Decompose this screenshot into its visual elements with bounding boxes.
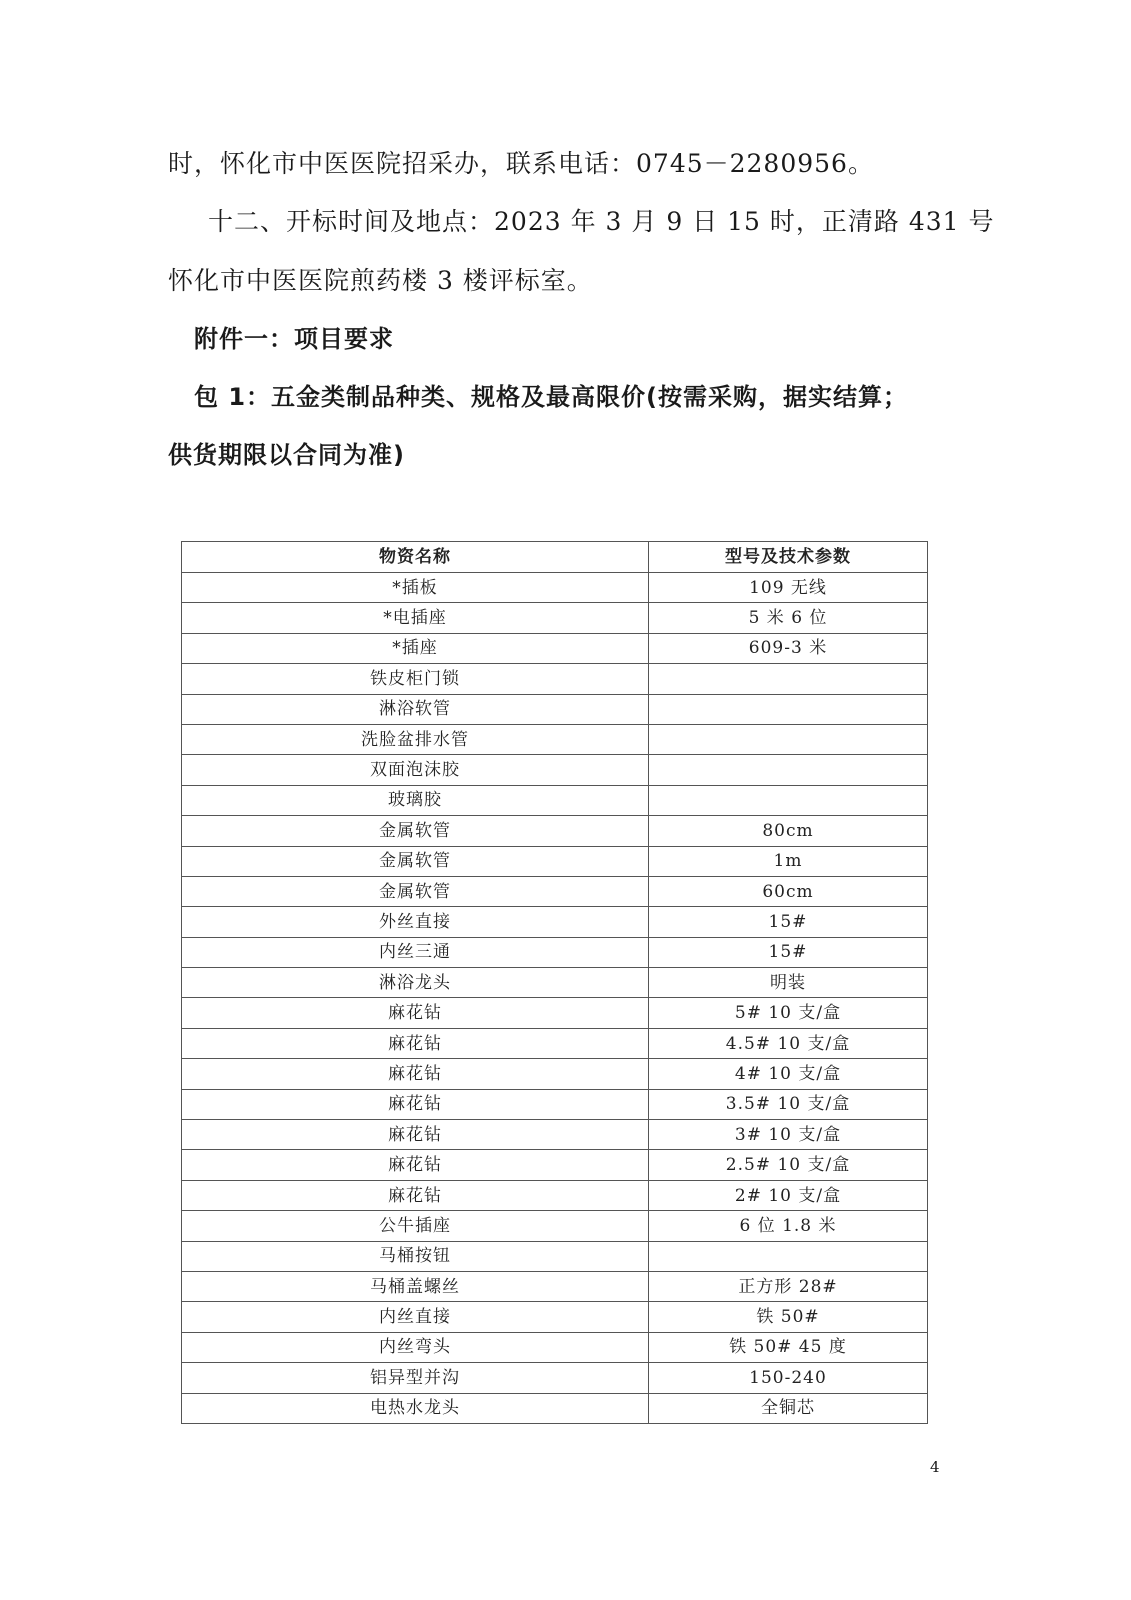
item-name-cell: 麻花钻	[182, 1150, 649, 1180]
table-row	[182, 1180, 928, 1210]
table-row	[182, 846, 928, 876]
item-spec-cell: 铁 50# 45 度	[649, 1332, 928, 1362]
table-row	[182, 998, 928, 1028]
item-name-cell: 内丝直接	[182, 1302, 649, 1332]
item-spec-cell: 4.5# 10 支/盒	[649, 1028, 928, 1058]
item-name-cell: 电热水龙头	[182, 1393, 649, 1423]
item-spec-cell: 60cm	[649, 876, 928, 906]
item-name-cell: 外丝直接	[182, 907, 649, 937]
item-spec-cell: 铁 50#	[649, 1302, 928, 1332]
item-name-cell: *电插座	[182, 603, 649, 633]
table-header-row	[182, 542, 928, 573]
item-spec-cell: 6 位 1.8 米	[649, 1211, 928, 1241]
contact-paragraph: 时，怀化市中医医院招采办，联系电话：0745－2280956。	[168, 149, 874, 178]
item-spec-cell: 3# 10 支/盒	[649, 1120, 928, 1150]
item-spec-cell: 609-3 米	[649, 633, 928, 663]
item-spec-cell: 15#	[649, 937, 928, 967]
table-row	[182, 1302, 928, 1332]
item-name-cell: 麻花钻	[182, 1059, 649, 1089]
item-name-cell: 洗脸盆排水管	[182, 724, 649, 754]
item-spec-cell: 5 米 6 位	[649, 603, 928, 633]
table-row	[182, 1059, 928, 1089]
table-row	[182, 785, 928, 815]
item-spec-cell: 3.5# 10 支/盒	[649, 1089, 928, 1119]
page-number: 4	[930, 1458, 940, 1476]
table-row	[182, 664, 928, 694]
item-spec-cell: 2.5# 10 支/盒	[649, 1150, 928, 1180]
table-row	[182, 937, 928, 967]
attachment-heading: 附件一：项目要求	[194, 325, 394, 353]
item-spec-cell: 全铜芯	[649, 1393, 928, 1423]
table-row	[182, 724, 928, 754]
item-spec-cell: 5# 10 支/盒	[649, 998, 928, 1028]
item-name-cell: 内丝弯头	[182, 1332, 649, 1362]
item-name-cell: 麻花钻	[182, 1180, 649, 1210]
table-row	[182, 1211, 928, 1241]
bid-opening-paragraph-line2: 怀化市中医医院煎药楼 3 楼评标室。	[168, 266, 593, 295]
item-name-cell: 铁皮柜门锁	[182, 664, 649, 694]
item-name-cell: 金属软管	[182, 846, 649, 876]
item-name-cell: 金属软管	[182, 876, 649, 906]
item-name-cell: 麻花钻	[182, 998, 649, 1028]
table-row	[182, 1363, 928, 1393]
table-row	[182, 1089, 928, 1119]
table-body	[182, 573, 928, 1424]
item-spec-cell: 150-240	[649, 1363, 928, 1393]
table-row	[182, 876, 928, 906]
table-row	[182, 603, 928, 633]
item-spec-cell: 明装	[649, 968, 928, 998]
table-row	[182, 1271, 928, 1301]
table-row	[182, 1120, 928, 1150]
item-name-cell: 金属软管	[182, 816, 649, 846]
item-name-cell: *插座	[182, 633, 649, 663]
item-name-cell: 公牛插座	[182, 1211, 649, 1241]
item-spec-cell: 1m	[649, 846, 928, 876]
item-spec-cell: 80cm	[649, 816, 928, 846]
bid-opening-paragraph-line1: 十二、开标时间及地点：2023 年 3 月 9 日 15 时，正清路 431 号	[208, 207, 995, 236]
table-row	[182, 1241, 928, 1271]
items-table	[181, 541, 928, 1424]
table-row	[182, 968, 928, 998]
item-spec-cell	[649, 785, 928, 815]
table-row	[182, 1028, 928, 1058]
package-heading-line2: 供货期限以合同为准)	[168, 441, 405, 469]
item-name-cell: 麻花钻	[182, 1089, 649, 1119]
item-name-cell: 马桶按钮	[182, 1241, 649, 1271]
table-row	[182, 633, 928, 663]
item-spec-cell: 2# 10 支/盒	[649, 1180, 928, 1210]
item-spec-cell: 正方形 28#	[649, 1271, 928, 1301]
item-spec-cell	[649, 1241, 928, 1271]
item-spec-cell	[649, 664, 928, 694]
table-row	[182, 907, 928, 937]
table-row	[182, 1332, 928, 1362]
item-name-cell: 淋浴软管	[182, 694, 649, 724]
item-spec-cell: 4# 10 支/盒	[649, 1059, 928, 1089]
table-row	[182, 694, 928, 724]
item-name-cell: 马桶盖螺丝	[182, 1271, 649, 1301]
item-spec-cell	[649, 724, 928, 754]
item-name-cell: *插板	[182, 573, 649, 603]
item-spec-cell: 109 无线	[649, 573, 928, 603]
table-row	[182, 1150, 928, 1180]
item-name-cell: 淋浴龙头	[182, 968, 649, 998]
table-row	[182, 816, 928, 846]
package-heading-line1: 包 1：五金类制品种类、规格及最高限价(按需采购，据实结算；	[194, 383, 909, 411]
table-row	[182, 755, 928, 785]
item-name-cell: 双面泡沫胶	[182, 755, 649, 785]
item-name-cell: 麻花钻	[182, 1120, 649, 1150]
item-spec-cell	[649, 694, 928, 724]
item-spec-cell: 15#	[649, 907, 928, 937]
item-name-cell: 麻花钻	[182, 1028, 649, 1058]
item-name-cell: 铝异型并沟	[182, 1363, 649, 1393]
item-spec-cell	[649, 755, 928, 785]
table-row	[182, 573, 928, 603]
item-name-cell: 玻璃胶	[182, 785, 649, 815]
header-item-name: 物资名称	[182, 542, 649, 573]
header-spec: 型号及技术参数	[649, 542, 928, 573]
table-row	[182, 1393, 928, 1423]
item-name-cell: 内丝三通	[182, 937, 649, 967]
